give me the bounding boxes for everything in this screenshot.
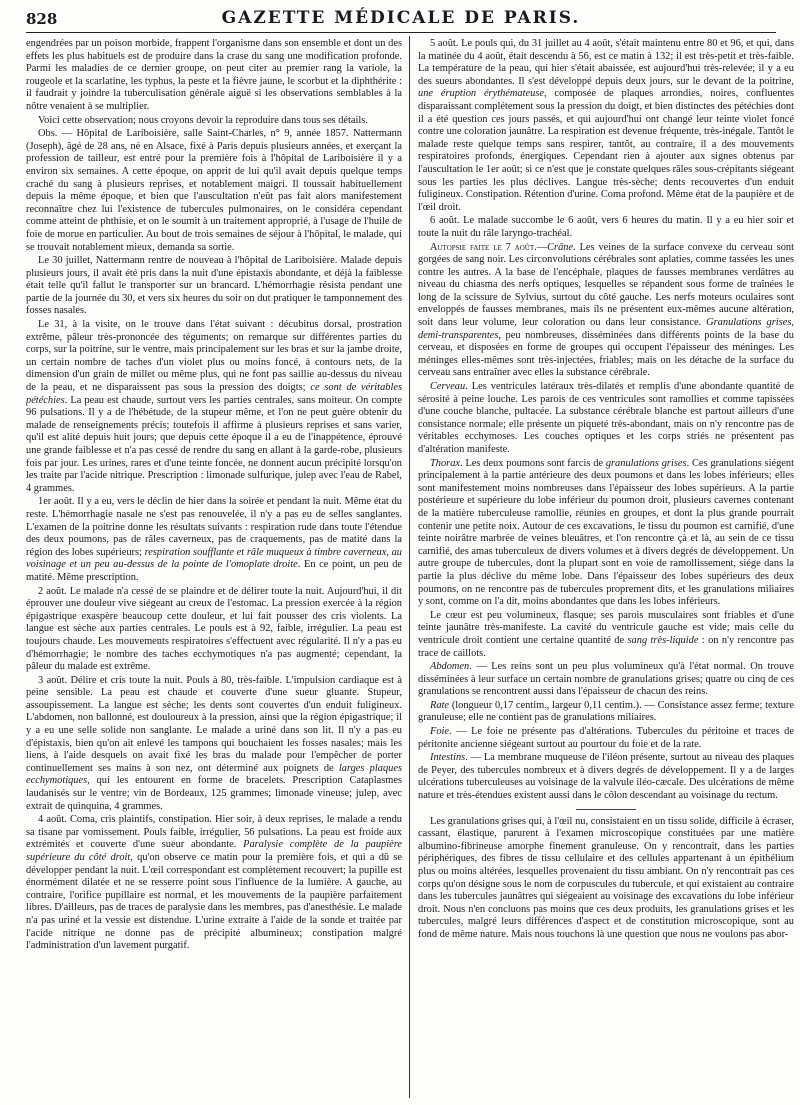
page-number: 828: [26, 10, 58, 28]
column-divider: [409, 36, 410, 1098]
paragraph: Thorax. Les deux poumons sont farcis de granulations grises. Ces granulations siégent principalement à la partie antérieure des deux poumons et dans les lobes inférieurs; elles sont manifestement moins nombreuses dans l'épaisseur des lobes supérieurs. A la partie postérieure et supérieure du lobe inférieur du poumon droit, plusieurs cavernes contenant de la matière tuberculeuse ramollie, réunies en groupes, et dont la plus grande pourrait contenir une petite noix. Autour de ces excavations, le tissu du poumon est carnifié, d'une teinte noirâtre marbrée de veines bleuâtres, et l'on rencontre çà et là, au sein de ce tissu carnifié, des amas tuberculeux de divers volumes et à divers degrés de développement. Un autre groupe de tubercules, dont la plupart sont en voie de ramollissement, siége dans la partie la plus déclive du même lobe. Dans l'épaisseur des lobes supérieurs des deux poumons, on ne rencontre pas de tubercules proprement dits, et les granulations miliaires y sont, comme on l'a dit, moins abondantes que dans les lobes inférieurs.: [418, 457, 794, 608]
paragraph: 4 août. Coma, cris plaintifs, constipation. Hier soir, à deux reprises, le malade a rendu sa tisane par vomissement. Pouls faible, irrégulier, 56 pulsations. La peau est froide aux extrémités et couverte d'une sueur abondante. Paralysie complète de la paupière supérieure du côté droit, qu'on observe ce matin pour la première fois, et qui a dû se développer pendant la nuit. L'œil correspondant est complètement recouvert; la pupille est énormément dilatée et ne se resserre point sous l'influence de la lumière. A gauche, au contraire, l'orifice pupillaire est normal, et les mouvements de la paupière parfaitement libres. D'ailleurs, pas de traces de paralysie dans les membres, pas d'anesthésie. Le malade n'a pas uriné et la vessie est distendue. L'urine extraite à l'aide de la sonde et traitée par l'acide nitrique ne donne pas de précipité albumineux; constipation malgré l'administration d'un lavement purgatif.: [26, 814, 402, 952]
paragraph: Le 30 juillet, Nattermann rentre de nouveau à l'hôpital de Lariboisière. Malade depuis plusieurs jours, il avait été pris dans la nuit d'une épistaxis abondante, et déjà la faiblesse était telle qu'il fallut le transporter sur un brancard. L'hémorrhagie résista pendant une partie de la journée du 30, et vers six heures du soir on dut pratiquer le tamponnement des fosses nasales.: [26, 255, 402, 317]
section-rule: [576, 809, 636, 810]
paragraph: 6 août. Le malade succombe le 6 août, vers 6 heures du matin. Il y a eu hier soir et toute la nuit du râle laryngo-trachéal.: [418, 215, 794, 239]
paragraph: 3 août. Délire et cris toute la nuit. Pouls à 80, très-faible. L'impulsion cardiaque est à peine sensible. La peau est chaude et couverte d'une sueur gluante. Stupeur, assoupissement. La langue est sèche; les dents sont couvertes d'un enduit fuligineux. L'abdomen, non ballonné, est douloureux à la pression, ainsi que la région épigastrique; il y a eu une selle solide non sanglante. Le malade a uriné dans son lit. Il n'y a pas eu d'épistaxis, bien qu'on ait enlevé les tampons qui bouchaient les fosses nasales; mais les liens, à l'aide desquels on avait fixé les bras du malade pour l'empêcher de porter continuellement ses mains à son nez, ont déterminé aux poignets de larges plaques ecchymotiques, qui les entourent en forme de bracelets. Prescription Cataplasmes laudanisés sur le ventre; vin de Bordeaux, 125 grammes; limonade vineuse; julep, avec extrait de quinquina, 4 grammes.: [26, 674, 402, 812]
paragraph: Obs. — Hôpital de Lariboisière, salle Saint-Charles, n° 9, année 1857. Nattermann (Joseph), âgé de 28 ans, né en Alsace, fixé à Paris depuis plusieurs années, et exerçant la profession de tailleur, est entré pour la première fois à l'hôpital de Lariboisière il y a environ six semaines. A cette époque, on apprit de lui qu'il avait depuis quelque temps craché du sang à plusieurs reprises, et notablement maigri. Il toussait habituellement depuis la même époque, et bien que l'auscultation n'eût pas fait alors manifestement reconnaître chez lui l'existence de tubercules pulmonaires, on le considéra cependant comme atteint de phthisie, et on le soumit à un traitement approprié, à l'usage de l'huile de foie de morue en particulier. Au bout de trois semaines de séjour à l'hôpital, le malade, qui se trouvait notablement mieux, demanda sa sortie.: [26, 128, 402, 253]
left-column: [26, 38, 402, 1100]
paragraph: Rate (longueur 0,17 centim., largeur 0,11 centim.). — Consistance assez ferme; texture granuleuse; elle ne contient pas de granulations miliaires.: [418, 699, 794, 724]
page-header: [26, 8, 776, 32]
header-rule: [26, 32, 776, 33]
paragraph: 2 août. Le malade n'a cessé de se plaindre et de délirer toute la nuit. Aujourd'hui, il dit éprouver une douleur vive siégeant au creux de l'estomac. La pression exercée à la région épigastrique exaspère beaucoup cette douleur, et lui fait pousser des cris violents. La langue est sèche aux parties centrales. Le pouls est à 92, faible, irrégulier. La peau est toujours chaude. Les mouvements respiratoires s'effectuent avec régularité. Il n'y a pas eu d'hémorrhagie; le nombre des taches ecchymotiques n'a pas augmenté; cependant, la pâleur du malade est extrême.: [26, 585, 402, 673]
paragraph: Autopsie faite le 7 août.—Crâne. Les veines de la surface convexe du cerveau sont gorgées de sang noir. Les circonvolutions cérébrales sont aplaties, comme tassées les unes contre les autres. A la base de l'encéphale, plaques de fausses membranes verdâtres au niveau du chiasma des nerfs optiques, lesquelles se répandent sous forme de traînées le long de la scissure de Sylvius, surtout du côté gauche. Les nerfs moteurs oculaires sont enveloppés de fausses membranes, mais ils ne présentent eux-mêmes aucune altération, soit dans leur volume, leur coloration ou dans leur consistance. Granulations grises, demi-transparentes, peu nombreuses, disséminées dans différents points de la base du cerveau, et disposées en forme de groupes qui occupent l'épaisseur des méninges. Les méninges elles-mêmes sont très-injectées, friables; mais on les détache de la surface du cerveau sans entraîner avec elles la substance cérébrale.: [418, 241, 794, 379]
paragraph: Cerveau. Les ventricules latéraux très-dilatés et remplis d'une abondante quantité de sérosité à peine louche. Les parois de ces ventricules sont ramollies et comme tapissées d'une couche blanche, pultacée. La substance cérébrale blanche est partout ailleurs d'une consistance normale; elle présente un piqueté très-abondant, mais on n'y rencontre pas de véritables ecchymoses. Les couches optiques et les corps striés ne présentent pas d'altération manifeste.: [418, 381, 794, 455]
paragraph: Le cœur est peu volumineux, flasque; ses parois musculaires sont friables et d'une teinte jaunâtre très-manifeste. La cavité du ventricule gauche est vide; mais celle du ventricule droit contient une certaine quantité de sang très-liquide : on n'y rencontre pas trace de caillots.: [418, 609, 794, 659]
paragraph: engendrées par un poison morbide, frappent l'organisme dans son ensemble et dont un des effets les plus habituels est de produire dans la crase du sang une modification profonde. Parmi les maladies de ce dernier groupe, on peut citer au premier rang la variole, la rougeole et la scarlatine, les typhus, la peste et la fièvre jaune, le scorbut et la diphthérite : il faudrait y joindre la tuberculisation générale aiguë si les observations semblables à la nôtre venaient à se multiplier.: [26, 38, 402, 112]
journal-title: GAZETTE MÉDICALE DE PARIS.: [221, 8, 581, 28]
paragraph: Abdomen. — Les reins sont un peu plus volumineux qu'à l'état normal. On trouve disséminées à leur surface un certain nombre de granulations grises; quatre ou cinq de ces granulations se rencontrent aussi dans l'épaisseur de chacun des reins.: [418, 661, 794, 698]
paragraph: Voici cette observation; nous croyons devoir la reproduire dans tous ses détails.: [38, 114, 368, 126]
paragraph: Foie. — Le foie ne présente pas d'altérations. Tubercules du péritoine et traces de péritonite ancienne siégeant surtout au pourtour du foie et de la rate.: [418, 726, 794, 750]
paragraph: Intestins. — La membrane muqueuse de l'iléon présente, surtout au niveau des plaques de Peyer, des tubercules nombreux et à divers degrés de développement. Il y a de larges ulcérations tuberculeuses au voisinage de la valvule iléo-cæcale. Des ulcérations de même nature et très-étendues existent aussi dans le côlon descendant au voisinage du rectum.: [418, 752, 794, 802]
right-column: [418, 38, 794, 1100]
paragraph: Le 31, à la visite, on le trouve dans l'état suivant : décubitus dorsal, prostration extrême, pâleur très-prononcée des téguments; on remarque sur différentes parties du corps, sur la poitrine, sur le ventre, mais principalement sur les bras et sur la jambe droite, un certain nombre de taches d'un violet plus ou moins foncé, à contours nets, de la dimension d'un grain de millet ou même plus, qui ne font pas saillie au-dessus du niveau de la peau, et ne disparaissent pas sous la pression des doigts; ce sont de véritables pétéchies. La peau est chaude, surtout vers les parties centrales, sans moiteur. On compte 96 pulsations. Il y a de l'hébétude, de la stupeur même, et l'on ne peut guère obtenir du malade de renseignements précis; toutefois il affirme à plusieurs reprises et sans varier, qu'il est alité depuis huit jours; que depuis cette époque il a eu de l'inappétence, éprouvé une grande faiblesse et n'a pas cessé de rendre du sang en allant à la garde-robe, plusieurs fois par jour. Les urines, rares et d'une teinte foncée, ne donnent aucun précipité lorsqu'on les traite par l'acide nitrique. Prescription : limonade sulfurique, julep avec l'eau de Rabel, 4 grammes.: [26, 319, 402, 494]
paragraph: 1er août. Il y a eu, vers le déclin de hier dans la soirée et pendant la nuit. Même état du reste. L'hémorrhagie nasale ne s'est pas renouvelée, il n'y a pas eu de selles sanglantes. L'examen de la poitrine donne les résultats suivants : respiration rude dans toute l'étendue des deux poumons, pas de râles caverneux, pas de craquements, pas de matité dans la région des lobes supérieurs; respiration soufflante et râle muqueux à timbre caverneux, au voisinage et un peu au-dessus de la pointe de l'omoplate droite. En ce point, un peu de matité. Même prescription.: [26, 496, 402, 583]
paragraph: 5 août. Le pouls qui, du 31 juillet au 4 août, s'était maintenu entre 80 et 96, et qui, dans la matinée du 4 août, était descendu à 56, est ce matin à 132; il est très-petit et très-faible. La température de la peau, qui hier s'était abaissée, est aujourd'hui très-relevée; il y a eu des sueurs abondantes. Il s'est développé depuis deux jours, sur le devant de la poitrine, une éruption érythémateuse, composée de plaques arrondies, noires, confluentes disparaissant complétement sous la pression du doigt, et bien distinctes des pétéchies dont il a été question ces jours passés, et qui aujourd'hui ont changé leur teinte violet foncé contre une coloration jaunâtre. La respiration est devenue fréquente, très-inégale. Tantôt le malade reste quelque temps sans respirer, tantôt, au contraire, il a des mouvements respiratoires profonds, énergiques. Cependant rien à ajouter aux signes obtenus par l'auscultation le 1er août; si ce n'est que je constate quelques râles sous-crépitants siégeant sous les parties les plus déclives. Langue très-sèche; dents recouvertes d'un enduit fuligineux. Constipation. Rétention d'urine. Coma profond. Même état de la paupière et de l'œil droit.: [418, 38, 794, 213]
paragraph: Les granulations grises qui, à l'œil nu, consistaient en un tissu solide, difficile à écraser, cassant, élastique, parurent à l'examen microscopique constituées par une matière albumino-fibrineuse amorphe finement granuleuse. On y rencontrait, dans les parties périphériques, des fibres de tissu cellulaire et des cellules appartenant à un épithélium plus ou moins altérées, lesquelles provenaient du tissu ambiant. On n'y rencontrait pas ces corps qu'on désigne sous le nom de corpuscules du tubercule, et qui existaient au contraire dans les tubercules jaunâtres qui siégeaient au voisinage des excavations du lobe inférieur droit. Nous n'en concluons pas moins que ces deux produits, les granulations grises et les tubercules, malgré leurs différences d'aspect et de constitution microscopique, sont au fond de même nature. Mais nous touchons là une question que nous ne voulons pas abor-: [418, 815, 794, 940]
